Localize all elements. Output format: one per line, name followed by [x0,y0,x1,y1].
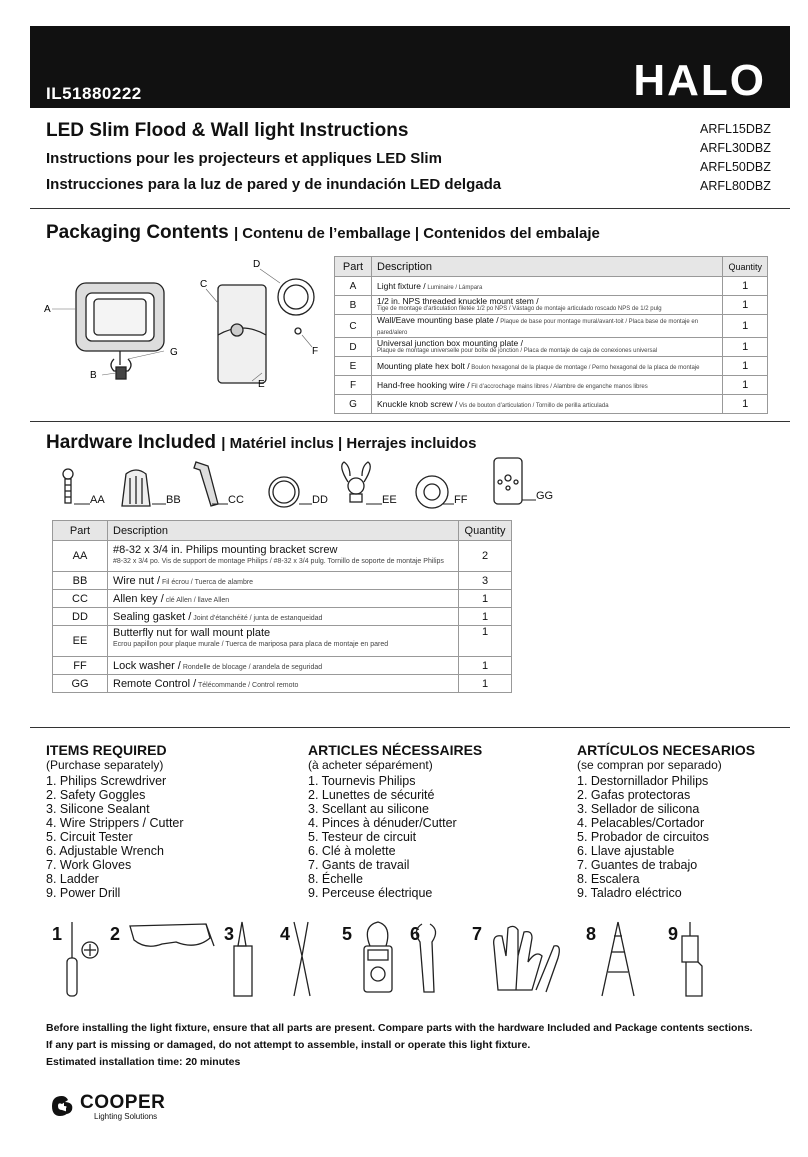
items-required-es [577,742,792,900]
table-row [53,590,512,608]
label-d: D [253,259,261,270]
list-item: 8. Échelle [308,872,363,886]
tools-illustration [46,916,766,1000]
icon-label: BB [166,494,181,506]
packaging-diagram [40,255,335,395]
part-desc: 1/2 in. NPS threaded knuckle mount stem / [377,296,539,306]
part-desc-translation: Boulon hexagonal de la plaque de montage / Perno hexagonal de la placa de montaje [469,364,700,371]
list-item: 1. Tournevis Philips [308,774,416,788]
gasket-icon [269,477,299,507]
part-qty: 1 [459,675,512,693]
part-desc: Lock washer / [113,659,181,672]
part-id: BB [53,572,108,590]
part-id: AA [53,541,108,572]
table-row [335,395,768,414]
work-gloves-icon [494,926,560,992]
part-desc: Light fixture / [377,280,426,291]
table-row [53,657,512,675]
icon-label: AA [90,494,105,506]
part-desc: Hand-free hooking wire / [377,379,470,390]
part-desc-translation: Ecrou papillon pour plaque murale / Tuerca de mariposa para placa de montaje en pared [113,641,389,648]
column-subheading: (se compran por separado) [577,758,722,772]
silicone-sealant-icon [234,922,252,996]
table-row [335,315,768,338]
list-item: 7. Gants de travail [308,858,410,872]
list-item: 2. Gafas protectoras [577,788,691,802]
remote-control-icon [494,458,522,504]
logo-subtext: Lighting Solutions [94,1112,158,1121]
part-desc: Universal junction box mounting plate / [377,338,523,348]
list-item: 8. Escalera [577,872,640,886]
part-qty: 1 [723,357,768,376]
part-desc-translation: clé Allen / llave Allen [163,596,230,604]
list-item: 4. Pinces à dénuder/Cutter [308,816,457,830]
part-qty: 1 [723,296,768,315]
list-item: 9. Power Drill [46,886,121,900]
circuit-tester-icon [364,922,392,992]
logo-text: COOPER [80,1092,166,1113]
part-qty: 2 [459,541,512,572]
icon-label: EE [382,494,397,506]
model-item: ARFL30DBZ [700,141,771,155]
tool-number: 2 [110,924,121,944]
part-id: GG [53,675,108,693]
tool-number: 9 [668,924,679,944]
table-row [53,541,512,572]
label-c: C [200,279,208,290]
tool-number: 6 [410,924,421,944]
part-desc-translation: Rondelle de blocage / arandela de seguridad [180,663,323,671]
part-id: C [335,315,372,338]
screwdriver-icon [67,922,98,996]
hardware-heading [46,432,476,454]
label-f: F [312,346,319,357]
part-desc-translation: Luminaire / Lámpara [425,284,483,291]
list-item: 9. Perceuse électrique [308,886,433,900]
table-row [53,626,512,657]
part-desc-translation: Fil écrou / Tuerca de alambre [160,578,254,586]
part-desc-translation: Vis de bouton d’articulation / Tornillo de perilla articulada [457,402,609,409]
packaging-subtitle: | Contenu de l’emballage | Contenidos del embalaje [233,225,600,242]
part-desc-translation: Plaque de base pour montage mural/avant-toit / Placa base de montaje en pared/alero [377,319,699,336]
power-drill-icon [682,922,702,996]
part-desc: Knuckle knob screw / [377,398,458,409]
items-required-fr [308,742,548,900]
part-id: A [335,277,372,296]
part-desc: Wire nut / [113,574,161,587]
list-item: 6. Adjustable Wrench [46,844,164,858]
lock-washer-icon [416,476,448,508]
list-item: 7. Work Gloves [46,858,132,872]
icon-label: FF [454,494,468,506]
packaging-title: Packaging Contents [46,222,229,243]
part-id: D [335,338,372,357]
safety-goggles-icon [130,924,214,946]
part-qty: 1 [459,608,512,626]
part-id: DD [53,608,108,626]
header-banner [30,26,790,108]
wire-strippers-icon [294,922,310,996]
col-quantity: Quantity [459,521,512,541]
screw-icon [63,469,73,503]
part-desc: Wall/Eave mounting base plate / [377,315,499,325]
divider [30,208,790,209]
col-description: Description [372,257,723,277]
part-desc: Remote Control / [113,677,197,690]
butterfly-nut-icon [342,462,371,502]
part-qty: 1 [723,277,768,296]
table-row [335,296,768,315]
warning-line: Before installing the light fixture, ensure that all parts are present. Compare parts with the hardware Included and Package contents sections. [46,1022,753,1034]
tool-number: 5 [342,924,353,944]
tool-number: 1 [52,924,63,944]
column-heading: ARTICLES NÉCESSAIRES [308,742,483,758]
list-item: 2. Lunettes de sécurité [308,788,435,802]
list-item: 2. Safety Goggles [46,788,146,802]
warning-text [46,1020,786,1071]
part-id: F [335,376,372,395]
part-desc-translation: Plaque de montage universelle pour boîte de jonction / Placa de montaje de caja de conexiones universal [377,348,658,354]
list-item: 5. Testeur de circuit [308,830,417,844]
list-item: 3. Scellant au silicone [308,802,429,816]
part-desc: Allen key / [113,592,164,605]
allen-key-icon [194,462,218,506]
part-id: FF [53,657,108,675]
part-id: E [335,357,372,376]
part-qty: 1 [723,395,768,414]
table-row [53,608,512,626]
table-row [335,277,768,296]
table-row [53,675,512,693]
model-item: ARFL15DBZ [700,122,771,136]
doc-code: IL51880222 [46,84,142,103]
warning-line: If any part is missing or damaged, do not attempt to assemble, install or operate this light fixture. [46,1039,531,1051]
hardware-icons [46,456,566,514]
part-qty: 1 [459,590,512,608]
col-part: Part [335,257,372,277]
part-qty: 1 [723,315,768,338]
list-item: 7. Guantes de trabajo [577,858,698,872]
list-item: 6. Llave ajustable [577,844,675,858]
model-item: ARFL50DBZ [700,160,771,174]
part-id: EE [53,626,108,657]
tool-number: 8 [586,924,597,944]
table-row [335,338,768,357]
list-item: 3. Sellador de silicona [577,802,700,816]
icon-label: DD [312,494,328,506]
table-row [335,357,768,376]
tool-number: 3 [224,924,235,944]
hardware-title: Hardware Included [46,432,216,453]
part-desc: Butterfly nut for wall mount plate [113,627,271,639]
part-desc-translation: Télécommande / Control remoto [196,681,299,689]
label-a: A [44,304,51,315]
part-desc-translation: #8-32 x 3/4 po. Vis de support de montage Philips / #8-32 x 3/4 pulg. Tornillo de soporte de montaje Philips [113,558,444,565]
tool-number: 7 [472,924,483,944]
part-desc-translation: Joint d’étanchéité / junta de estanqueidad [191,614,323,622]
warning-line: Estimated installation time: 20 minutes [46,1056,241,1068]
divider [30,727,790,728]
col-quantity: Quantity [723,257,768,277]
list-item: 4. Pelacables/Cortador [577,816,705,830]
col-description: Description [108,521,459,541]
part-desc-translation: Fil d’accrochage mains libres / Alambre de enganche manos libres [469,383,648,390]
title-es: Instrucciones para la luz de pared y de inundación LED delgada [46,176,502,193]
hardware-subtitle: | Matériel inclus | Herrajes incluidos [221,435,477,452]
ladder-icon [602,922,634,996]
list-item: 1. Philips Screwdriver [46,774,167,788]
wire-nut-icon [122,470,150,506]
table-row [335,376,768,395]
part-desc: Sealing gasket / [113,610,192,623]
column-subheading: (à acheter séparément) [308,758,433,772]
list-item: 1. Destornillador Philips [577,774,709,788]
part-id: CC [53,590,108,608]
cooper-logo-icon [46,1094,76,1118]
column-heading: ARTÍCULOS NECESARIOS [577,742,756,758]
column-subheading: (Purchase separately) [46,758,164,772]
hardware-table [52,520,512,693]
part-qty: 1 [723,338,768,357]
table-row [53,572,512,590]
icon-label: GG [536,490,554,502]
title-fr: Instructions pour les projecteurs et appliques LED Slim [46,150,442,167]
divider [30,421,790,422]
part-desc-translation: Tige de montage d’articulation filetée 1/2 po NPS / Vástago de montaje articulado roscado NPS de 1/2 pulg [377,306,662,312]
label-g: G [170,347,178,358]
tool-number: 4 [280,924,291,944]
title-en: LED Slim Flood & Wall light Instructions [46,120,409,141]
items-required-en [46,742,286,900]
icon-label: CC [228,494,244,506]
list-item: 5. Probador de circuitos [577,830,710,844]
column-heading: ITEMS REQUIRED [46,742,167,758]
part-qty: 1 [723,376,768,395]
part-qty: 1 [459,626,512,657]
packaging-table [334,256,768,414]
part-qty: 1 [459,657,512,675]
part-id: G [335,395,372,414]
table-header [53,521,512,541]
packaging-heading [46,222,600,244]
label-e: E [258,379,265,390]
part-desc: Mounting plate hex bolt / [377,360,470,371]
list-item: 6. Clé à molette [308,844,396,858]
part-desc: #8-32 x 3/4 in. Philips mounting bracket screw [113,544,338,556]
list-item: 8. Ladder [46,872,99,886]
part-qty: 3 [459,572,512,590]
part-id: B [335,296,372,315]
brand-logo: HALO [633,56,766,105]
model-item: ARFL80DBZ [700,179,771,193]
label-b: B [90,370,97,381]
list-item: 3. Silicone Sealant [46,802,150,816]
table-header [335,257,768,277]
col-part: Part [53,521,108,541]
list-item: 4. Wire Strippers / Cutter [46,816,184,830]
list-item: 9. Taladro eléctrico [577,886,682,900]
list-item: 5. Circuit Tester [46,830,133,844]
model-list [700,120,771,196]
